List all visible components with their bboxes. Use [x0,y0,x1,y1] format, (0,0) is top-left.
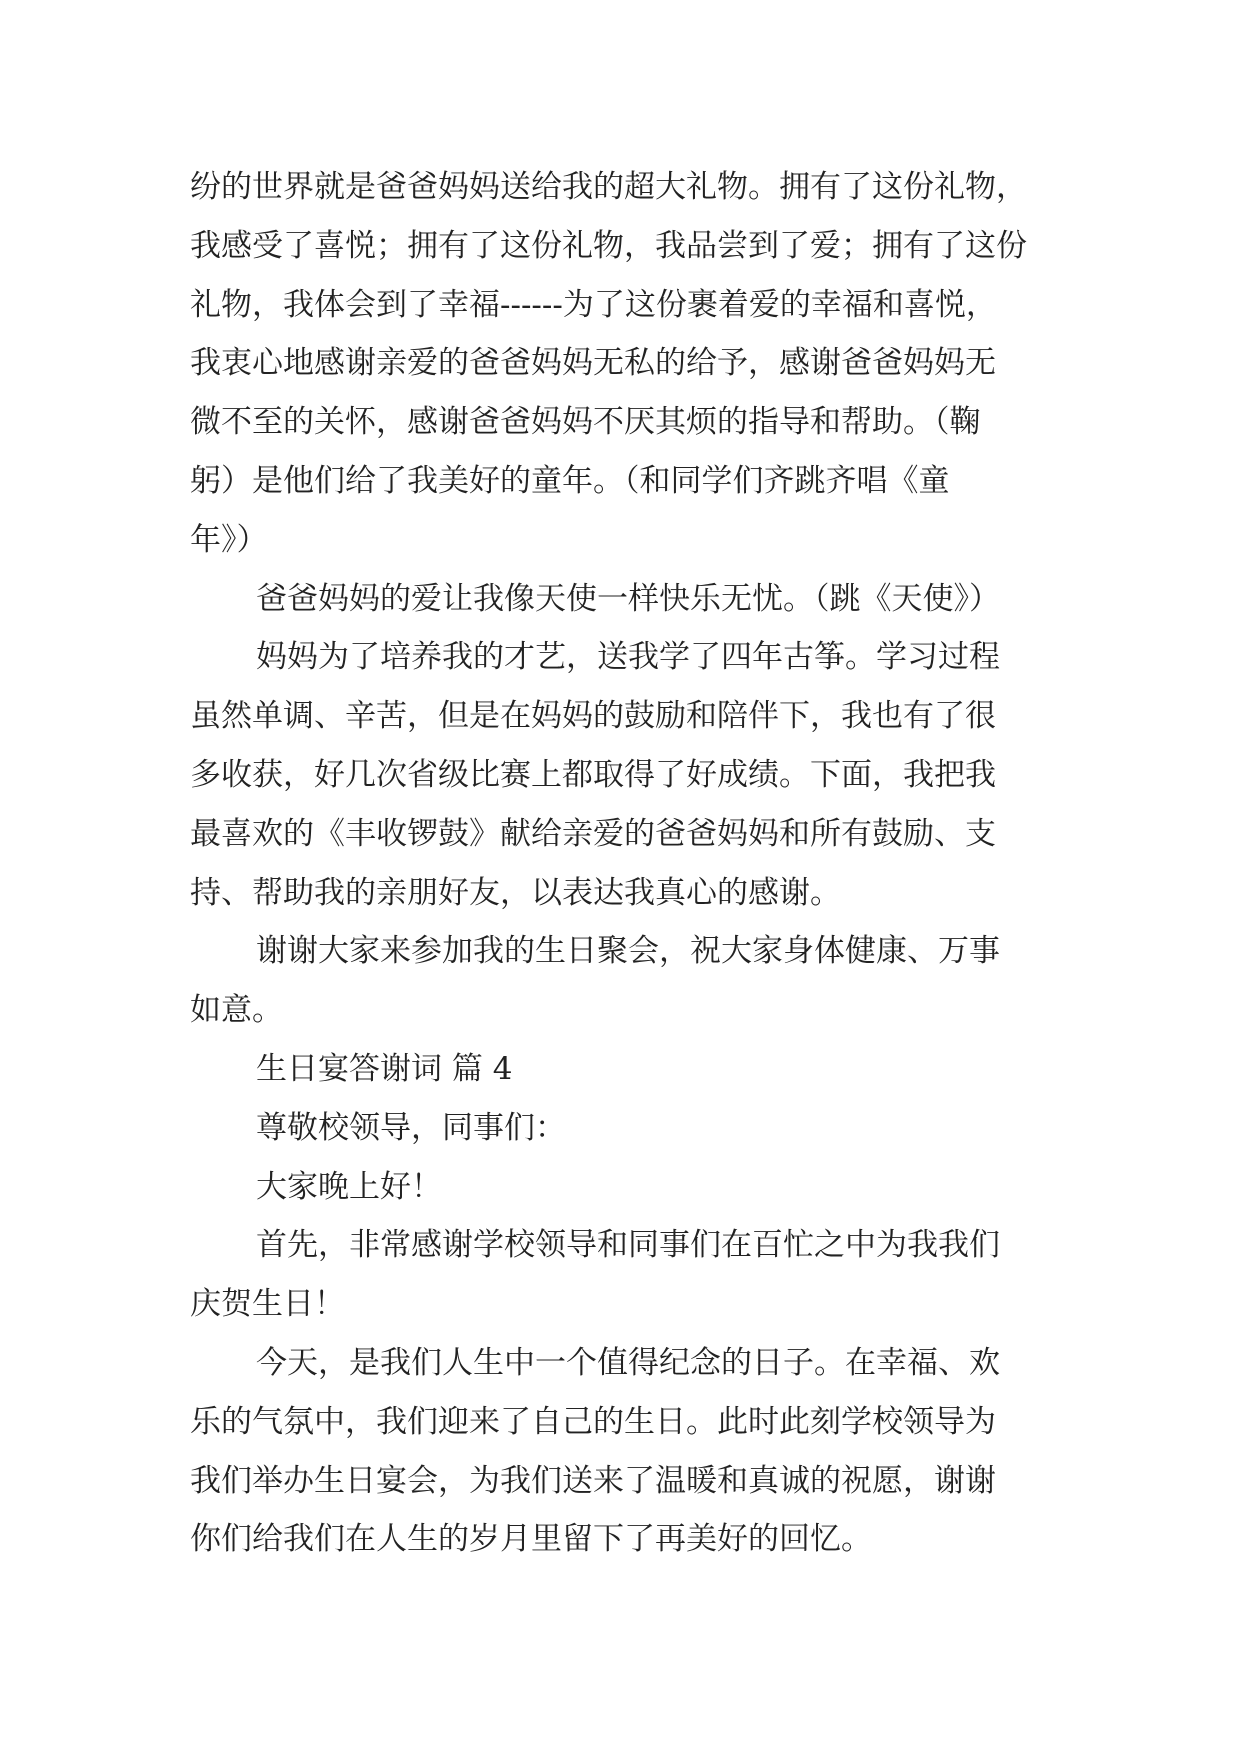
text-line: 我衷心地感谢亲爱的爸爸妈妈无私的给予，感谢爸爸妈妈无 [190,345,996,382]
text-line: 乐的气氛中，我们迎来了自己的生日。此时此刻学校领导为 [190,1403,996,1440]
text-line: 最喜欢的《丰收锣鼓》献给亲爱的爸爸妈妈和所有鼓励、支 [190,815,996,852]
text-line: 持、帮助我的亲朋好友，以表达我真心的感谢。 [190,874,841,911]
text-line: 我们举办生日宴会，为我们送来了温暖和真诚的祝愿，谢谢 [190,1462,996,1499]
text-line: 你们给我们在人生的岁月里留下了再美好的回忆。 [190,1521,872,1558]
text-line: 多收获，好几次省级比赛上都取得了好成绩。下面，我把我 [190,756,996,793]
paragraph-start-line: 首先，非常感谢学校领导和同事们在百忙之中为我我们 [256,1227,1000,1264]
text-line: 庆贺生日！ [190,1286,345,1323]
paragraph-start-line: 妈妈为了培养我的才艺，送我学了四年古筝。学习过程 [256,639,1000,676]
text-line: 躬）是他们给了我美好的童年。（和同学们齐跳齐唱《童 [190,462,950,499]
paragraph-start-line: 爸爸妈妈的爱让我像天使一样快乐无忧。（跳《天使》） [256,580,1000,617]
paragraph-start-line: 谢谢大家来参加我的生日聚会，祝大家身体健康、万事 [256,933,1000,970]
text-line: 纷的世界就是爸爸妈妈送给我的超大礼物。拥有了这份礼物， [190,169,1027,205]
text-line: 我感受了喜悦；拥有了这份礼物，我品尝到了爱；拥有了这份 [190,227,1027,264]
text-line: 礼物，我体会到了幸福------为了这份裹着爱的幸福和喜悦， [190,286,997,323]
text-line: 虽然单调、辛苦，但是在妈妈的鼓励和陪伴下，我也有了很 [190,698,996,735]
greeting-line: 大家晚上好！ [256,1168,442,1205]
salutation-line: 尊敬校领导，同事们： [256,1109,566,1146]
text-line: 如意。 [190,992,283,1029]
section-heading: 生日宴答谢词 篇 4 [256,1050,513,1087]
paragraph-start-line: 今天，是我们人生中一个值得纪念的日子。在幸福、欢 [256,1344,1000,1381]
text-line: 微不至的关怀，感谢爸爸妈妈不厌其烦的指导和帮助。（鞠 [190,404,981,441]
text-line: 年》） [190,521,268,558]
body-text [190,158,1090,1569]
